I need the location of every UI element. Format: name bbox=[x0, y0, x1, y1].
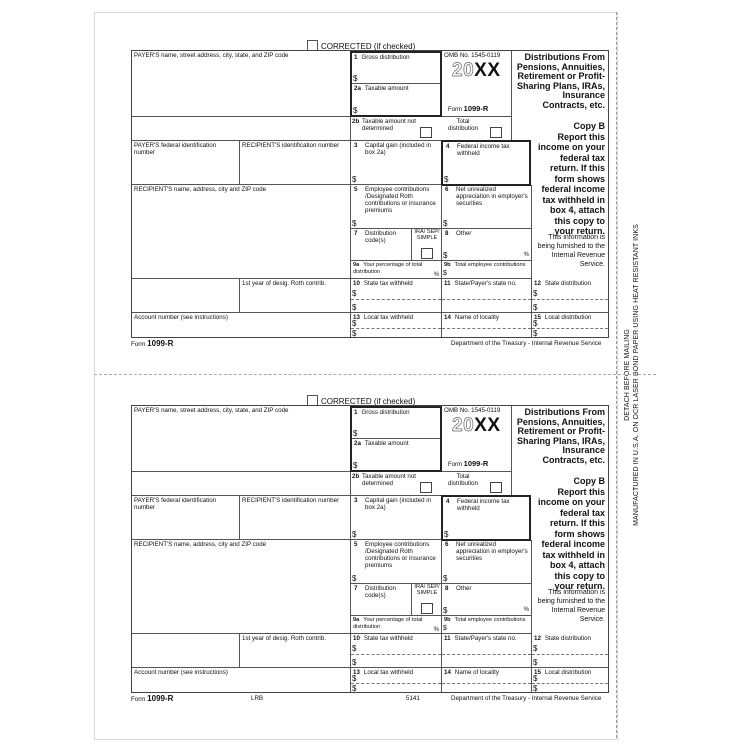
dollar-sign: $ bbox=[353, 106, 358, 115]
dollar-sign: $ bbox=[533, 684, 538, 693]
year-suffix: XX bbox=[474, 415, 501, 436]
percent-sign: % bbox=[523, 252, 529, 258]
box2b-checkbox[interactable] bbox=[420, 127, 432, 138]
box5-number: 5 bbox=[354, 541, 358, 548]
box7-number: 7 bbox=[354, 585, 358, 592]
box4-federal-tax-withheld[interactable] bbox=[441, 140, 531, 186]
form-word: Form bbox=[448, 462, 462, 468]
department-text: Department of the Treasury - Internal Revenue Service bbox=[451, 340, 602, 347]
dollar-sign: $ bbox=[443, 219, 448, 228]
form-id bbox=[448, 105, 488, 114]
box10-number: 10 bbox=[353, 280, 360, 287]
box9a-number: 9a bbox=[353, 262, 360, 268]
dollar-sign: $ bbox=[352, 674, 357, 683]
dollar-sign: $ bbox=[533, 674, 538, 683]
split-line bbox=[351, 683, 441, 684]
box14-number: 14 bbox=[444, 314, 451, 321]
box7-label: Distribution code(s) bbox=[365, 585, 396, 599]
box3-capital-gain[interactable] bbox=[351, 496, 442, 540]
year-prefix: 20 bbox=[452, 415, 475, 436]
recipient-tin-box[interactable] bbox=[240, 141, 351, 185]
payer-tin-label: PAYER'S federal identification number bbox=[134, 497, 217, 511]
split-line bbox=[442, 299, 531, 300]
box11-label: State/Payer's state no. bbox=[454, 280, 517, 287]
box9a-percentage[interactable] bbox=[351, 616, 442, 634]
box5-number: 5 bbox=[354, 186, 358, 193]
split-line bbox=[532, 299, 608, 300]
dollar-sign: $ bbox=[443, 270, 447, 277]
box15-number: 15 bbox=[534, 314, 541, 321]
box13-number: 13 bbox=[353, 314, 360, 321]
box2a-taxable-amount[interactable] bbox=[352, 439, 440, 470]
split-line bbox=[532, 654, 608, 655]
box4-label: Federal income tax withheld bbox=[457, 143, 510, 157]
box15-number: 15 bbox=[534, 669, 541, 676]
box11-label: State/Payer's state no. bbox=[454, 635, 517, 642]
form-name: 1099-R bbox=[463, 104, 489, 113]
total-distribution-label: Total distribution bbox=[448, 473, 478, 487]
box-1-2a-group bbox=[350, 51, 442, 117]
box15-local-distribution[interactable] bbox=[532, 668, 608, 692]
form-name: 1099-R bbox=[463, 459, 489, 468]
omb-year-box bbox=[442, 406, 512, 472]
box6-number: 6 bbox=[445, 541, 449, 548]
dollar-sign: $ bbox=[352, 684, 357, 693]
dollar-sign: $ bbox=[533, 329, 538, 338]
ira-sep-simple-checkbox[interactable] bbox=[421, 603, 433, 614]
split-line bbox=[442, 654, 531, 655]
box2a-taxable-amount[interactable] bbox=[352, 84, 440, 115]
box8-label: Other bbox=[456, 585, 472, 592]
box10-state-tax[interactable] bbox=[351, 279, 442, 313]
box9b-label: Total employee contributions bbox=[454, 617, 526, 623]
form-title: Distributions From Pensions, Annuities, Retirement or Profit-Sharing Plans, IRAs, Insurance Contracts, etc. bbox=[516, 407, 605, 465]
perforation-line bbox=[94, 374, 656, 375]
box7-distribution-code[interactable] bbox=[351, 584, 442, 616]
box7-distribution-code[interactable] bbox=[351, 229, 442, 261]
box6-number: 6 bbox=[445, 186, 449, 193]
payer-name-box[interactable] bbox=[132, 51, 351, 117]
box4-label: Federal income tax withheld bbox=[457, 498, 510, 512]
box11-state-payer-no[interactable] bbox=[442, 634, 532, 668]
form-code: 5141 bbox=[406, 695, 420, 702]
box2b-label: Taxable amount not determined bbox=[362, 118, 417, 132]
account-number-box[interactable] bbox=[132, 313, 351, 337]
box6-label: Net unrealized appreciation in employer's securities bbox=[456, 541, 528, 562]
box9a-label: Your percentage of total distribution bbox=[353, 617, 423, 630]
manufacture-text: MANUFACTURED IN U.S.A. ON OCR LASER BOND PAPER USING HEAT RESISTANT INKS bbox=[633, 224, 640, 526]
split-line bbox=[442, 683, 531, 684]
form-1099r-bottom bbox=[131, 395, 609, 703]
account-number-label: Account number (see instructions) bbox=[134, 669, 228, 676]
box13-number: 13 bbox=[353, 669, 360, 676]
copy-b-text: Report this income on your federal tax return. If this form shows federal income tax withheld in box 4, attach this copy to your return. bbox=[537, 486, 605, 591]
year-prefix: 20 bbox=[452, 60, 475, 81]
form-name: 1099-R bbox=[147, 694, 174, 703]
box9b-employee-contributions[interactable] bbox=[442, 616, 532, 634]
roth-year-label: 1st year of desig. Roth contrib. bbox=[242, 635, 326, 642]
furnished-text: This information is being furnished to the Internal Revenue Service. bbox=[537, 589, 605, 623]
tax-year bbox=[452, 415, 501, 436]
box8-other[interactable] bbox=[442, 584, 532, 616]
lrb-code: LRB bbox=[251, 695, 264, 702]
blank-left-2b bbox=[132, 117, 351, 141]
box2a-number: 2a bbox=[354, 440, 361, 447]
payer-name-label: PAYER'S name, street address, city, state, and ZIP code bbox=[134, 407, 289, 414]
account-number-label: Account number (see instructions) bbox=[134, 314, 228, 321]
split-line bbox=[351, 299, 441, 300]
box2b-number: 2b bbox=[352, 118, 360, 125]
dollar-sign: $ bbox=[352, 329, 357, 338]
side-vertical-text bbox=[623, 0, 641, 526]
box6-label: Net unrealized appreciation in employer's securities bbox=[456, 186, 528, 207]
box8-number: 8 bbox=[445, 230, 449, 237]
blank-box bbox=[132, 279, 240, 313]
dollar-sign: $ bbox=[352, 289, 357, 298]
box13-label: Local tax withheld bbox=[363, 669, 414, 676]
dollar-sign: $ bbox=[533, 289, 538, 298]
box5-label: Employee contributions /Designated Roth contributions or insurance premiums bbox=[365, 186, 436, 214]
dollar-sign: $ bbox=[352, 658, 357, 667]
form-grid bbox=[131, 405, 609, 693]
box3-label: Capital gain (included in box 2a) bbox=[365, 497, 432, 511]
account-number-box[interactable] bbox=[132, 668, 351, 692]
box12-number: 12 bbox=[534, 635, 541, 642]
dollar-sign: $ bbox=[352, 530, 357, 539]
box13-local-tax[interactable] bbox=[351, 668, 442, 692]
box10-number: 10 bbox=[353, 635, 360, 642]
box9a-label: Your percentage of total distribution bbox=[353, 262, 423, 275]
copy-b-block bbox=[534, 121, 605, 237]
split-line bbox=[442, 328, 531, 329]
box11-state-payer-no[interactable] bbox=[442, 279, 532, 313]
dollar-sign: $ bbox=[352, 303, 357, 312]
recipient-name-box[interactable] bbox=[132, 540, 351, 634]
dollar-sign: $ bbox=[533, 658, 538, 667]
box9b-number: 9b bbox=[444, 262, 451, 268]
box4-number: 4 bbox=[446, 143, 450, 150]
form-word: Form bbox=[131, 696, 146, 703]
box13-label: Local tax withheld bbox=[363, 314, 414, 321]
box7-label: Distribution code(s) bbox=[365, 230, 396, 244]
box1-gross-distribution[interactable] bbox=[352, 408, 440, 439]
percent-sign: % bbox=[523, 607, 529, 613]
box5-employee-contributions[interactable] bbox=[351, 185, 442, 229]
box1-number: 1 bbox=[354, 54, 358, 61]
dollar-sign: $ bbox=[444, 175, 449, 184]
total-distribution-checkbox[interactable] bbox=[490, 127, 502, 138]
box9b-label: Total employee contributions bbox=[454, 262, 526, 268]
form-title: Distributions From Pensions, Annuities, Retirement or Profit-Sharing Plans, IRAs, Insurance Contracts, etc. bbox=[516, 52, 605, 110]
box4-federal-tax-withheld[interactable] bbox=[441, 495, 531, 541]
box15-label: Local distribution bbox=[544, 314, 592, 321]
recipient-tin-box[interactable] bbox=[240, 496, 351, 540]
box1-gross-distribution[interactable] bbox=[352, 53, 440, 84]
total-distribution-checkbox[interactable] bbox=[490, 482, 502, 493]
recipient-name-box[interactable] bbox=[132, 185, 351, 279]
box9a-number: 9a bbox=[353, 617, 360, 623]
blank-box bbox=[132, 634, 240, 668]
box2a-label: Taxable amount bbox=[364, 85, 409, 92]
form-name: 1099-R bbox=[147, 339, 174, 348]
omb-year-box bbox=[442, 51, 512, 117]
box1-label: Gross distribution bbox=[361, 54, 410, 61]
ira-sep-simple-box bbox=[411, 584, 442, 615]
corrected-label: CORRECTED (if checked) bbox=[321, 397, 416, 406]
percent-sign: % bbox=[433, 626, 439, 633]
box2b-number: 2b bbox=[352, 473, 360, 480]
form-id bbox=[448, 460, 488, 469]
dollar-sign: $ bbox=[352, 175, 357, 184]
dollar-sign: $ bbox=[443, 625, 447, 632]
box12-state-distribution[interactable] bbox=[532, 634, 608, 668]
form-word: Form bbox=[131, 341, 146, 348]
box9b-employee-contributions[interactable] bbox=[442, 261, 532, 279]
omb-number: OMB No. 1545-0119 bbox=[444, 52, 501, 59]
box14-locality[interactable] bbox=[442, 313, 532, 337]
box9a-percentage[interactable] bbox=[351, 261, 442, 279]
department-text: Department of the Treasury - Internal Revenue Service bbox=[451, 695, 602, 702]
copy-b-heading: Copy B bbox=[573, 121, 605, 131]
box14-label: Name of locality bbox=[454, 669, 499, 676]
box3-number: 3 bbox=[354, 142, 358, 149]
dollar-sign: $ bbox=[353, 74, 358, 83]
box14-locality[interactable] bbox=[442, 668, 532, 692]
box2b-label: Taxable amount not determined bbox=[362, 473, 417, 487]
box12-label: State distribution bbox=[544, 280, 591, 287]
dollar-sign: $ bbox=[352, 319, 357, 328]
box8-number: 8 bbox=[445, 585, 449, 592]
form-word: Form bbox=[448, 107, 462, 113]
form-1099r-top bbox=[131, 40, 609, 348]
box10-label: State tax withheld bbox=[363, 280, 413, 287]
blank-left-2b bbox=[132, 472, 351, 496]
omb-number: OMB No. 1545-0119 bbox=[444, 407, 501, 414]
dollar-sign: $ bbox=[533, 319, 538, 328]
box6-net-unrealized[interactable] bbox=[442, 540, 532, 584]
dollar-sign: $ bbox=[443, 251, 448, 260]
roth-year-box[interactable] bbox=[240, 279, 351, 313]
copy-b-heading: Copy B bbox=[573, 476, 605, 486]
box15-local-distribution[interactable] bbox=[532, 313, 608, 337]
ira-sep-simple-label: IRA/ SEP/ SIMPLE bbox=[414, 584, 440, 596]
box11-number: 11 bbox=[444, 280, 451, 287]
side-strip bbox=[616, 12, 657, 738]
payer-name-label: PAYER'S name, street address, city, state, and ZIP code bbox=[134, 52, 289, 59]
box9b-number: 9b bbox=[444, 617, 451, 623]
box-1-2a-group bbox=[350, 406, 442, 472]
split-line bbox=[351, 654, 441, 655]
box12-number: 12 bbox=[534, 280, 541, 287]
split-line bbox=[532, 683, 608, 684]
box2b-checkbox[interactable] bbox=[420, 482, 432, 493]
payer-tin-label: PAYER'S federal identification number bbox=[134, 142, 217, 156]
box13-local-tax[interactable] bbox=[351, 313, 442, 337]
dollar-sign: $ bbox=[352, 644, 357, 653]
tax-year bbox=[452, 60, 501, 81]
payer-name-box[interactable] bbox=[132, 406, 351, 472]
year-suffix: XX bbox=[474, 60, 501, 81]
recipient-name-label: RECIPIENT'S name, address, city and ZIP code bbox=[134, 186, 267, 193]
box2b-row[interactable] bbox=[350, 472, 512, 496]
recipient-name-label: RECIPIENT'S name, address, city and ZIP code bbox=[134, 541, 267, 548]
box6-net-unrealized[interactable] bbox=[442, 185, 532, 229]
recipient-tin-label: RECIPIENT'S identification number bbox=[242, 497, 340, 504]
split-line bbox=[351, 328, 441, 329]
detach-text: DETACH BEFORE MAILING bbox=[624, 329, 631, 421]
copy-b-block bbox=[534, 476, 605, 592]
dollar-sign: $ bbox=[443, 606, 448, 615]
dollar-sign: $ bbox=[533, 303, 538, 312]
roth-year-box[interactable] bbox=[240, 634, 351, 668]
dollar-sign: $ bbox=[444, 530, 449, 539]
box1-number: 1 bbox=[354, 409, 358, 416]
box2a-number: 2a bbox=[354, 85, 361, 92]
box12-label: State distribution bbox=[544, 635, 591, 642]
box10-state-tax[interactable] bbox=[351, 634, 442, 668]
ira-sep-simple-box bbox=[411, 229, 442, 260]
total-distribution-label: Total distribution bbox=[448, 118, 478, 132]
ira-sep-simple-checkbox[interactable] bbox=[421, 248, 433, 259]
box3-capital-gain[interactable] bbox=[351, 141, 442, 185]
box12-state-distribution[interactable] bbox=[532, 279, 608, 313]
payer-tin-box[interactable] bbox=[132, 141, 240, 185]
box3-number: 3 bbox=[354, 497, 358, 504]
corrected-label: CORRECTED (if checked) bbox=[321, 42, 416, 51]
dollar-sign: $ bbox=[533, 644, 538, 653]
roth-year-label: 1st year of desig. Roth contrib. bbox=[242, 280, 326, 287]
box15-label: Local distribution bbox=[544, 669, 592, 676]
furnished-text: This information is being furnished to the Internal Revenue Service. bbox=[537, 234, 605, 268]
payer-tin-box[interactable] bbox=[132, 496, 240, 540]
box3-label: Capital gain (included in box 2a) bbox=[365, 142, 432, 156]
box11-number: 11 bbox=[444, 635, 451, 642]
dollar-sign: $ bbox=[443, 574, 448, 583]
footer-form-id bbox=[131, 340, 173, 349]
box5-employee-contributions[interactable] bbox=[351, 540, 442, 584]
footer-form-id bbox=[131, 695, 173, 704]
ira-sep-simple-label: IRA/ SEP/ SIMPLE bbox=[414, 229, 440, 241]
dollar-sign: $ bbox=[352, 219, 357, 228]
copy-b-text: Report this income on your federal tax return. If this form shows federal income tax withheld in box 4, attach this copy to your return. bbox=[537, 131, 605, 236]
recipient-tin-label: RECIPIENT'S identification number bbox=[242, 142, 340, 149]
form-grid bbox=[131, 50, 609, 338]
dollar-sign: $ bbox=[352, 574, 357, 583]
dollar-sign: $ bbox=[353, 461, 358, 470]
dollar-sign: $ bbox=[353, 429, 358, 438]
box10-label: State tax withheld bbox=[363, 635, 413, 642]
box2a-label: Taxable amount bbox=[364, 440, 409, 447]
box14-label: Name of locality bbox=[454, 314, 499, 321]
box4-number: 4 bbox=[446, 498, 450, 505]
box5-label: Employee contributions /Designated Roth contributions or insurance premiums bbox=[365, 541, 436, 569]
box14-number: 14 bbox=[444, 669, 451, 676]
box7-number: 7 bbox=[354, 230, 358, 237]
split-line bbox=[532, 328, 608, 329]
box1-label: Gross distribution bbox=[361, 409, 410, 416]
percent-sign: % bbox=[433, 271, 439, 278]
box8-label: Other bbox=[456, 230, 472, 237]
box8-other[interactable] bbox=[442, 229, 532, 261]
box2b-row[interactable] bbox=[350, 117, 512, 141]
